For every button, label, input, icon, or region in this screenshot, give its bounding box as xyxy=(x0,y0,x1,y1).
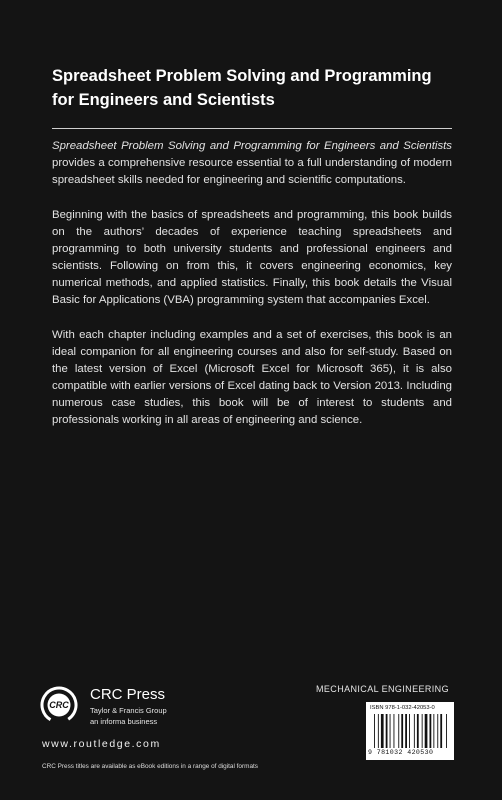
publisher-logo xyxy=(40,686,240,742)
barcode-bar xyxy=(414,714,415,748)
crc-logo-text: CRC xyxy=(49,700,69,711)
description-paragraph: With each chapter including examples and a set of exercises, this book is an ideal companion for all engineering courses and also for self-study. Based on the latest version of Excel (Microsoft Excel for Microsoft 365), it is also compatible with earlier versions of Excel dating back to Version 2013. Including numerous case studies, this book will be of interest to students and professionals working in all areas of engineering and science. xyxy=(52,329,452,426)
book-title: Spreadsheet Problem Solving and Programming for Engineers and Scientists xyxy=(52,67,432,109)
barcode-bar xyxy=(409,714,410,748)
barcode-bars xyxy=(374,714,448,748)
crc-logo-icon xyxy=(40,686,78,724)
barcode-bar xyxy=(378,714,379,748)
barcode-bar xyxy=(390,714,391,748)
description-paragraph: Beginning with the basics of spreadsheets and programming, this book builds on the authors’ decades of experience teaching spreadsheets and programming to both university students and professional engineers and scientists. Following on from this, it covers engineering economics, key numerical methods, and applied statistics. Finally, this book details the Visual Basic for Applications (VBA) programming system that accompanies Excel. xyxy=(52,209,452,306)
barcode-bar xyxy=(401,714,403,748)
barcode-bar xyxy=(374,714,375,748)
isbn-digits: 9 781032 420530 xyxy=(368,749,434,756)
barcode-bar xyxy=(437,714,438,748)
isbn-label: ISBN 978-1-032-42053-0 xyxy=(370,705,435,711)
intro-text: provides a comprehensive resource essential to a full understanding of modern spreadsheet skills needed for engineering and scientific computations. xyxy=(52,157,452,186)
intro-paragraph xyxy=(52,138,452,189)
barcode-bar xyxy=(422,714,423,748)
barcode-bar xyxy=(394,714,395,748)
publisher-website[interactable]: www.routledge.com xyxy=(42,738,161,750)
barcode-bar xyxy=(430,714,432,748)
publisher-business: an informa business xyxy=(90,717,158,726)
barcode-bar xyxy=(405,714,407,748)
intro-italic-title: Spreadsheet Problem Solving and Programming for Engineers and Scientists xyxy=(52,140,452,152)
barcode-bar xyxy=(398,714,399,748)
barcode-bar xyxy=(440,714,442,748)
barcode-bar xyxy=(381,714,384,748)
isbn-barcode xyxy=(366,702,454,760)
ebook-availability-note: CRC Press titles are available as eBook editions in a range of digital formats xyxy=(42,763,258,770)
title-divider xyxy=(52,128,452,129)
publisher-name: CRC Press xyxy=(90,686,166,703)
barcode-bar xyxy=(425,714,428,748)
barcode-bar xyxy=(417,714,419,748)
back-cover-description xyxy=(52,138,452,447)
barcode-bar xyxy=(386,714,388,748)
subject-category: MECHANICAL ENGINEERING xyxy=(316,684,449,694)
barcode-bar xyxy=(446,714,447,748)
publisher-group: Taylor & Francis Group xyxy=(90,706,167,715)
barcode-bar xyxy=(433,714,434,748)
